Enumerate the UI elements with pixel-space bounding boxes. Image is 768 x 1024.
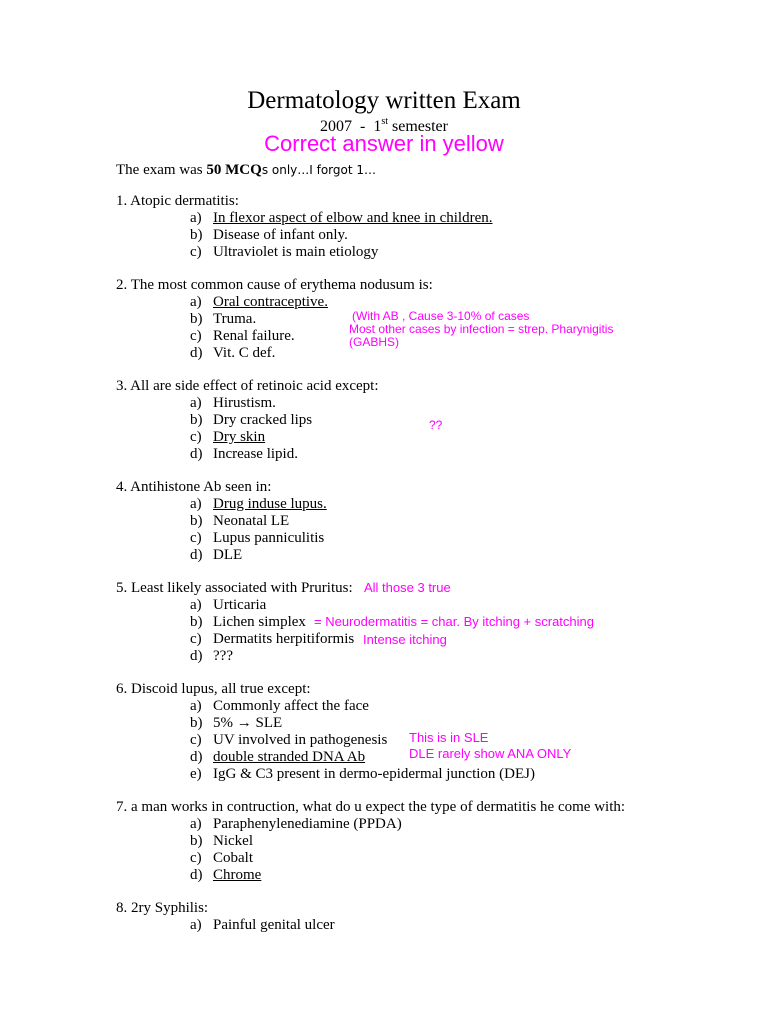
option: c) Lupus panniculitis bbox=[190, 530, 325, 546]
year-separator: - bbox=[360, 118, 366, 135]
correct-option: Chrome bbox=[213, 867, 262, 883]
option: c) Ultraviolet is main etiology bbox=[190, 244, 379, 260]
annotation-q2-3: (GABHS) bbox=[349, 335, 400, 349]
option: d) Vit. C def. bbox=[190, 345, 276, 361]
option: a) Commonly affect the face bbox=[190, 698, 369, 714]
option: b) Disease of infant only. bbox=[190, 227, 348, 243]
question-1: 1. Atopic dermatitis: bbox=[116, 193, 239, 209]
correct-option: Drug induse lupus. bbox=[213, 496, 327, 512]
semester-number: 1 bbox=[373, 118, 382, 135]
correct-option: double stranded DNA Ab bbox=[213, 749, 366, 765]
correct-answer-note: Correct answer in yellow bbox=[264, 131, 504, 156]
question-2: 2. The most common cause of erythema nodusum is: bbox=[116, 277, 433, 293]
option: b) Lichen simplex bbox=[190, 614, 306, 630]
annotation-q6-dle: DLE rarely show ANA ONLY bbox=[409, 746, 572, 761]
semester-ordinal: st bbox=[381, 116, 388, 127]
question-7: 7. a man works in contruction, what do u expect the type of dermatitis he come with: bbox=[116, 799, 626, 815]
option: e) IgG & C3 present in dermo-epidermal junction (DEJ) bbox=[190, 766, 536, 782]
option: c) Renal failure. bbox=[190, 328, 295, 344]
exam-intro bbox=[116, 160, 376, 180]
option: d) ??? bbox=[190, 648, 233, 664]
annotation-q6-sle: This is in SLE bbox=[409, 730, 489, 745]
option: b) Dry cracked lips bbox=[190, 412, 313, 428]
intro-text: The exam was bbox=[116, 162, 207, 178]
option: a) Painful genital ulcer bbox=[190, 917, 335, 933]
correct-option: In flexor aspect of elbow and knee in children. bbox=[213, 210, 493, 226]
correct-option: Oral contraceptive. bbox=[213, 294, 328, 310]
semester-label: semester bbox=[392, 118, 448, 135]
option: b) Nickel bbox=[190, 833, 253, 849]
option: b) Neonatal LE bbox=[190, 513, 290, 529]
option: a) Paraphenylenediamine (PPDA) bbox=[190, 816, 402, 832]
option: d) Increase lipid. bbox=[190, 446, 298, 462]
correct-option: Dry skin bbox=[213, 429, 266, 445]
intro-bold: 50 MCQ bbox=[206, 162, 262, 178]
annotation-q2-1: (With AB , Cause 3-10% of cases bbox=[352, 309, 530, 323]
annotation-q2-2: Most other cases by infection = strep. Pharynigitis bbox=[349, 322, 614, 336]
annotation-q3: ?? bbox=[429, 418, 443, 432]
question-6: 6. Discoid lupus, all true except: bbox=[116, 681, 311, 697]
intro-handwritten: s only…I forgot 1… bbox=[261, 163, 377, 177]
question-8: 8. 2ry Syphilis: bbox=[116, 900, 209, 916]
option: c) Dry skin bbox=[190, 429, 266, 445]
annotation-q5-dh: Intense itching bbox=[363, 632, 447, 647]
option: a) Hirustism. bbox=[190, 395, 276, 411]
option: c) Cobalt bbox=[190, 850, 253, 866]
option: c) UV involved in pathogenesis bbox=[190, 732, 388, 748]
question-5: 5. Least likely associated with Pruritus: bbox=[116, 580, 353, 596]
question-4: 4. Antihistone Ab seen in: bbox=[116, 479, 272, 495]
exam-year: 2007 bbox=[320, 118, 352, 135]
option: a) Oral contraceptive. bbox=[190, 294, 328, 310]
question-3: 3. All are side effect of retinoic acid except: bbox=[116, 378, 379, 394]
option: a) Urticaria bbox=[190, 597, 267, 613]
option: b) Truma. bbox=[190, 311, 257, 327]
option: d) Chrome bbox=[190, 867, 262, 883]
exam-title: Dermatology written Exam bbox=[247, 87, 521, 114]
annotation-q5-all: All those 3 true bbox=[364, 580, 451, 595]
option: a) In flexor aspect of elbow and knee in children. bbox=[190, 210, 493, 226]
annotation-q5-lichen: = Neurodermatitis = char. By itching + scratching bbox=[314, 614, 594, 629]
option: b) 5% → SLE bbox=[190, 715, 283, 731]
option: d) DLE bbox=[190, 547, 243, 563]
option: d) double stranded DNA Ab bbox=[190, 749, 366, 765]
option: a) Drug induse lupus. bbox=[190, 496, 327, 512]
option: c) Dermatits herpitiformis bbox=[190, 631, 355, 647]
